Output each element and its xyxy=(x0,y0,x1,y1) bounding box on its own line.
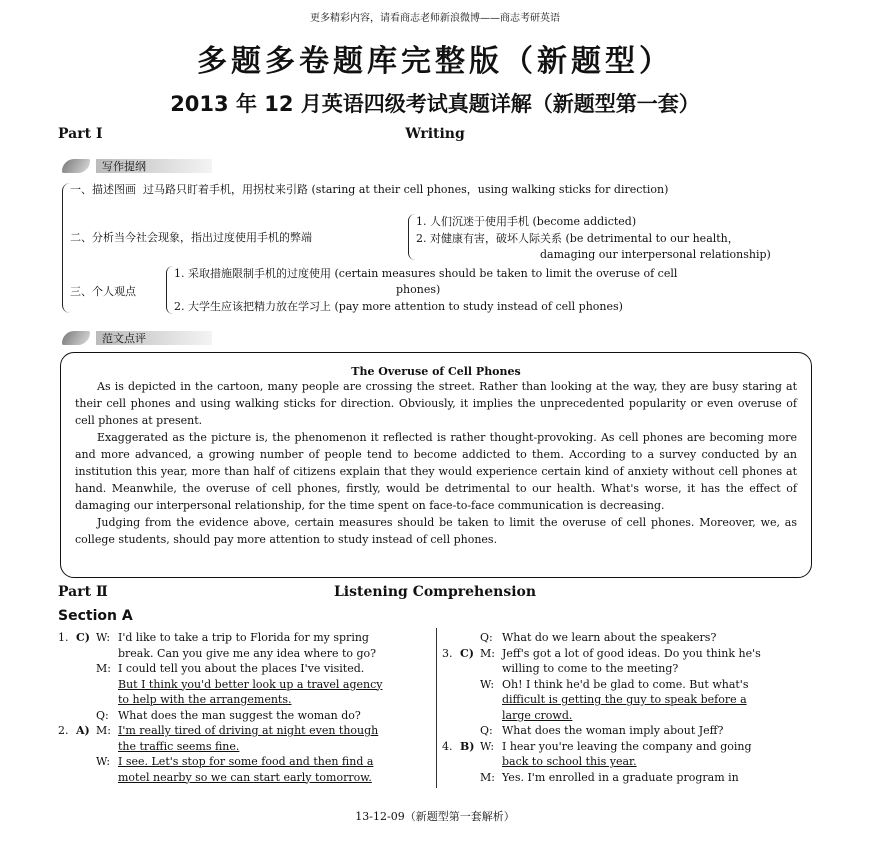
outline-item-2-label: 二、分析当今社会现象，指出过度使用手机的弊端 xyxy=(70,231,312,244)
question-number xyxy=(58,646,76,662)
speaker-label xyxy=(96,770,118,786)
essay-paragraph-1: As is depicted in the cartoon, many people are crossing the street. Rather than looking at the way, they are busy staring at their cell phones and using walking sticks for direction. Obviously, it implies the unprecedented popularity or even overuse of cell phones at present. xyxy=(75,380,797,427)
dialogue-line xyxy=(58,739,430,755)
answer-letter: A) xyxy=(76,724,90,737)
outline-item-1 xyxy=(70,182,790,197)
question-number xyxy=(58,754,76,770)
page-footer: 13-12-09（新题型第一套解析） xyxy=(355,810,515,823)
dialogue-line xyxy=(58,661,430,677)
dialogue-text: motel nearby so we can start early tomorrow. xyxy=(118,770,372,784)
speaker-label xyxy=(96,677,118,693)
dialogue-text: willing to come to the meeting? xyxy=(502,662,679,675)
answer-letter: B) xyxy=(460,739,475,753)
leaf-icon xyxy=(62,159,90,173)
answer-letter xyxy=(76,739,96,755)
outline-item-1-en: (staring at their cell phones，using walking sticks for direction) xyxy=(311,183,669,196)
dialogue-text: I could tell you about the places I've visited. xyxy=(118,662,365,675)
section-a-heading: Section A xyxy=(58,608,133,624)
answer-letter xyxy=(76,692,96,708)
dialogue-line xyxy=(442,677,814,693)
answer-letter xyxy=(76,770,96,786)
essay-paragraph-3: Judging from the evidence above, certain measures should be taken to limit the overuse of cell phones. Moreover, we, as college students, should pay more attention to study instead of cell phones. xyxy=(75,516,797,546)
dialogue-text: Jeff's got a lot of good ideas. Do you think he's xyxy=(502,646,761,660)
speaker-label: M: xyxy=(96,724,111,737)
dialogue-text: difficult is getting the guy to speak before a xyxy=(502,693,747,706)
speaker-label: Q: xyxy=(96,708,109,722)
outline-item-3-brace xyxy=(166,266,173,314)
outline-item-2-brace xyxy=(408,214,415,260)
part-2-title: Listening Comprehension xyxy=(333,584,537,600)
answer-letter xyxy=(76,677,96,693)
question-number xyxy=(442,708,460,724)
question-number xyxy=(442,661,460,677)
answer-letter xyxy=(460,661,480,677)
speaker-label xyxy=(480,708,502,724)
question-number xyxy=(58,739,76,755)
answer-letter xyxy=(460,770,480,786)
dialogue-line xyxy=(442,739,814,755)
leaf-icon xyxy=(62,331,90,345)
outline-tab-label: 写作提纲 xyxy=(96,159,212,173)
dialogue-text: I hear you're leaving the company and going xyxy=(502,739,752,753)
dialogue-text: Oh! I think he'd be glad to come. But what's xyxy=(502,677,749,691)
part-1-label: Part Ⅰ xyxy=(58,126,103,142)
speaker-label: M: xyxy=(96,662,111,675)
question-number xyxy=(442,754,460,770)
answer-letter xyxy=(460,754,480,770)
outline-item-3-sub1b: phones) xyxy=(396,283,441,296)
question-number xyxy=(58,677,76,693)
header-note: 更多精彩内容，请看商志老师新浪微博——商志考研英语 xyxy=(310,13,560,24)
column-divider xyxy=(436,628,437,788)
answer-letter xyxy=(460,708,480,724)
dialogue-line xyxy=(442,630,814,646)
dialogue-line xyxy=(442,770,814,786)
outline-item-2-sub2a: 2. 对健康有害，破坏人际关系 (be detrimental to our health， xyxy=(416,232,739,245)
dialogue-line xyxy=(442,723,814,739)
question-number: 4. xyxy=(442,739,453,753)
speaker-label: W: xyxy=(96,755,111,768)
speaker-label: W: xyxy=(480,677,495,691)
answer-letter xyxy=(460,692,480,708)
dialogue-text: break. Can you give me any idea where to go? xyxy=(118,646,377,660)
outline-item-2-sub1: 1. 人们沉迷于使用手机 (become addicted) xyxy=(416,215,637,228)
dialogue-text: back to school this year. xyxy=(502,755,637,768)
question-number xyxy=(442,770,460,786)
essay-body xyxy=(61,378,811,548)
question-number xyxy=(58,692,76,708)
speaker-label: M: xyxy=(480,646,495,660)
dialogue-text: What do we learn about the speakers? xyxy=(502,631,717,644)
question-number: 1. xyxy=(58,631,69,644)
essay-tab xyxy=(62,328,212,348)
outline-item-3-sub1a: 1. 采取措施限制手机的过度使用 (certain measures should be taken to limit the overuse of cell xyxy=(174,267,678,280)
dialogue-line xyxy=(58,708,430,724)
speaker-label: M: xyxy=(480,770,495,784)
outline-item-2-sub2b: damaging our interpersonal relationship) xyxy=(540,248,771,261)
answer-letter xyxy=(76,661,96,677)
dialogue-text: to help with the arrangements. xyxy=(118,693,292,706)
dialogue-line xyxy=(58,692,430,708)
main-title: 多题多卷题库完整版（新题型） xyxy=(197,44,673,79)
dialogue-line xyxy=(442,692,814,708)
speaker-label: W: xyxy=(480,739,495,753)
dialogue-line xyxy=(58,754,430,770)
answer-letter xyxy=(460,630,480,646)
outline-item-1-cn: 过马路只盯着手机，用拐杖来引路 xyxy=(143,183,308,196)
dialogue-line xyxy=(58,630,430,646)
dialogue-line xyxy=(58,646,430,662)
outline-item-1-label: 一、描述图画 xyxy=(70,183,136,196)
question-number: 2. xyxy=(58,724,69,737)
speaker-label xyxy=(96,646,118,662)
dialogue-line xyxy=(58,770,430,786)
dialogue-text: the traffic seems fine. xyxy=(118,739,240,753)
speaker-label xyxy=(96,692,118,708)
dialogue-text: But I think you'd better look up a travel agency xyxy=(118,677,383,691)
speaker-label xyxy=(480,754,502,770)
dialogue-text: I see. Let's stop for some food and then find a xyxy=(118,755,374,768)
dialogue-text: Yes. I'm enrolled in a graduate program in xyxy=(502,770,739,784)
outline-item-3-sub2: 2. 大学生应该把精力放在学习上 (pay more attention to study instead of cell phones) xyxy=(174,300,623,313)
speaker-label xyxy=(480,661,502,677)
listening-right-column xyxy=(442,630,814,785)
answer-letter xyxy=(460,723,480,739)
dialogue-line xyxy=(442,754,814,770)
outline-tab xyxy=(62,156,212,176)
answer-letter xyxy=(460,677,480,693)
essay-paragraph-2: Exaggerated as the picture is, the phenomenon it reflected is rather thought-provoking. As cell phones are becoming more and more advanced, a growing number of people tend to become addicted to them. According to a survey conducted by an institution this year, more than half of citizens explain that they would experience certain kind of anxiety without cell phones at hand. Meanwhile, the overuse of cell phones, firstly, would be detrimental to our health. What's worse, it has the effect of damaging our interpersonal relationship, for the time spent on face-to-face communication is decreasing. xyxy=(75,431,797,512)
essay-title: The Overuse of Cell Phones xyxy=(351,365,521,378)
outline-item-3-label: 三、个人观点 xyxy=(70,285,136,298)
question-number xyxy=(442,630,460,646)
dialogue-text: What does the woman imply about Jeff? xyxy=(502,724,724,737)
dialogue-line xyxy=(442,646,814,662)
dialogue-line xyxy=(58,723,430,739)
question-number xyxy=(58,708,76,724)
speaker-label xyxy=(480,692,502,708)
question-number xyxy=(442,692,460,708)
listening-left-column xyxy=(58,630,430,785)
question-number xyxy=(58,661,76,677)
dialogue-text: I'm really tired of driving at night even though xyxy=(118,724,379,737)
answer-letter xyxy=(76,646,96,662)
dialogue-line xyxy=(58,677,430,693)
part-1-title: Writing xyxy=(405,126,465,142)
dialogue-text: I'd like to take a trip to Florida for my spring xyxy=(118,631,369,644)
answer-letter xyxy=(76,708,96,724)
essay-tab-label: 范文点评 xyxy=(96,331,212,345)
answer-letter xyxy=(76,754,96,770)
speaker-label: Q: xyxy=(480,631,493,644)
answer-letter: C) xyxy=(460,646,474,660)
speaker-label: Q: xyxy=(480,724,493,737)
dialogue-line xyxy=(442,708,814,724)
dialogue-text: large crowd. xyxy=(502,708,573,722)
part-2-label: Part Ⅱ xyxy=(58,584,108,600)
question-number xyxy=(442,677,460,693)
question-number: 3. xyxy=(442,646,453,660)
question-number xyxy=(442,723,460,739)
answer-letter: C) xyxy=(76,631,90,644)
question-number xyxy=(58,770,76,786)
sub-title: 2013 年 12 月英语四级考试真题详解（新题型第一套） xyxy=(170,92,700,116)
speaker-label xyxy=(96,739,118,755)
model-essay-box xyxy=(60,352,812,578)
speaker-label: W: xyxy=(96,631,111,644)
dialogue-text: What does the man suggest the woman do? xyxy=(118,708,361,722)
dialogue-line xyxy=(442,661,814,677)
